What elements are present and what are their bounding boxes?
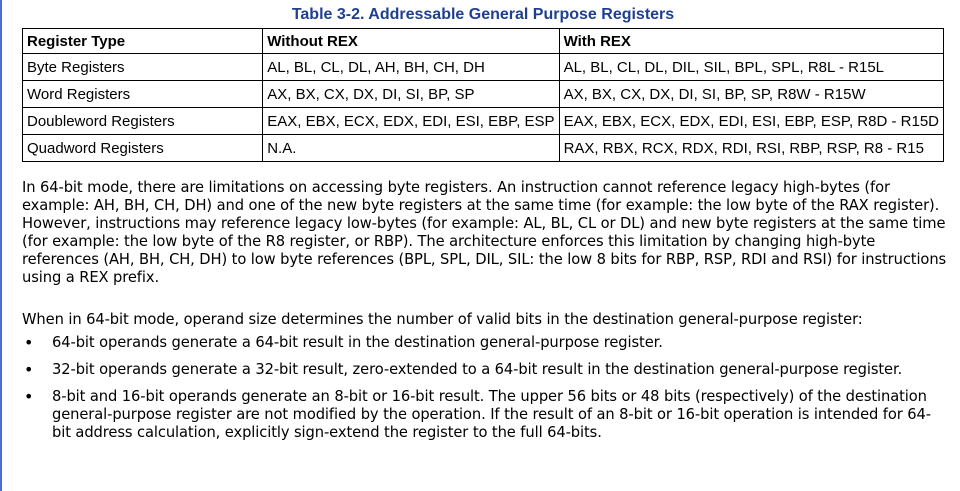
table-row — [23, 81, 944, 108]
list-item — [22, 334, 947, 352]
cell-without-rex: AX, BX, CX, DX, DI, SI, BP, SP — [263, 81, 559, 108]
page-left-rule — [0, 0, 2, 491]
cell-with-rex: AL, BL, CL, DL, DIL, SIL, BPL, SPL, R8L - R15L — [559, 54, 943, 81]
cell-register-type: Byte Registers — [23, 54, 263, 81]
paragraph-byte-register-limitations: In 64-bit mode, there are limitations on accessing byte registers. An instruction cannot reference legacy high-bytes (for example: AH, BH, CH, DH) and one of the new byte registers at the same time (for example: the low byte of the RAX register). However, instructions may reference legacy low-bytes (for example: AL, BL, CL or DL) and new byte registers at the same time (for example: the low byte of the R8 register, or RBP). The architecture enforces this limitation by changing high-byte references (AH, BH, CH, DH) to low byte references (BPL, SPL, DIL, SIL: the low 8 bits for RBP, RSP, RDI and RSI) for instructions using a REX prefix. — [22, 179, 947, 286]
cell-without-rex: EAX, EBX, ECX, EDX, EDI, ESI, EBP, ESP — [263, 108, 559, 135]
paragraph-operand-size: When in 64-bit mode, operand size determines the number of valid bits in the destination general-purpose register: — [22, 311, 863, 328]
cell-register-type: Doubleword Registers — [23, 108, 263, 135]
bullet-icon: • — [24, 387, 34, 406]
cell-with-rex: EAX, EBX, ECX, EDX, EDI, ESI, EBP, ESP, R8D - R15D — [559, 108, 943, 135]
list-item — [22, 388, 947, 442]
cell-register-type: Word Registers — [23, 81, 263, 108]
operand-size-bullet-list — [22, 334, 947, 451]
cell-without-rex: N.A. — [263, 135, 559, 162]
list-item-text: 8-bit and 16-bit operands generate an 8-bit or 16-bit result. The upper 56 bits or 48 bits (respectively) of the destination general-purpose register are not modified by the operation. If the result of an 8-bit or 16-bit operation is intended for 64-bit address calculation, explicitly sign-extend the register to the full 64-bits. — [52, 388, 931, 441]
header-register-type: Register Type — [23, 29, 263, 54]
table-row — [23, 135, 944, 162]
table-row — [23, 108, 944, 135]
bullet-icon: • — [24, 360, 34, 379]
table-caption: Table 3-2. Addressable General Purpose Registers — [291, 6, 675, 23]
cell-register-type: Quadword Registers — [23, 135, 263, 162]
list-item-text: 32-bit operands generate a 32-bit result, zero-extended to a 64-bit result in the destination general-purpose register. — [52, 361, 903, 378]
list-item — [22, 361, 947, 379]
bullet-icon: • — [24, 333, 34, 352]
header-without-rex: Without REX — [263, 29, 559, 54]
table-header-row — [23, 29, 944, 54]
register-table — [22, 28, 944, 162]
cell-with-rex: AX, BX, CX, DX, DI, SI, BP, SP, R8W - R15W — [559, 81, 943, 108]
header-with-rex: With REX — [559, 29, 943, 54]
cell-with-rex: RAX, RBX, RCX, RDX, RDI, RSI, RBP, RSP, R8 - R15 — [559, 135, 943, 162]
list-item-text: 64-bit operands generate a 64-bit result in the destination general-purpose register. — [52, 334, 663, 351]
table-row — [23, 54, 944, 81]
cell-without-rex: AL, BL, CL, DL, AH, BH, CH, DH — [263, 54, 559, 81]
